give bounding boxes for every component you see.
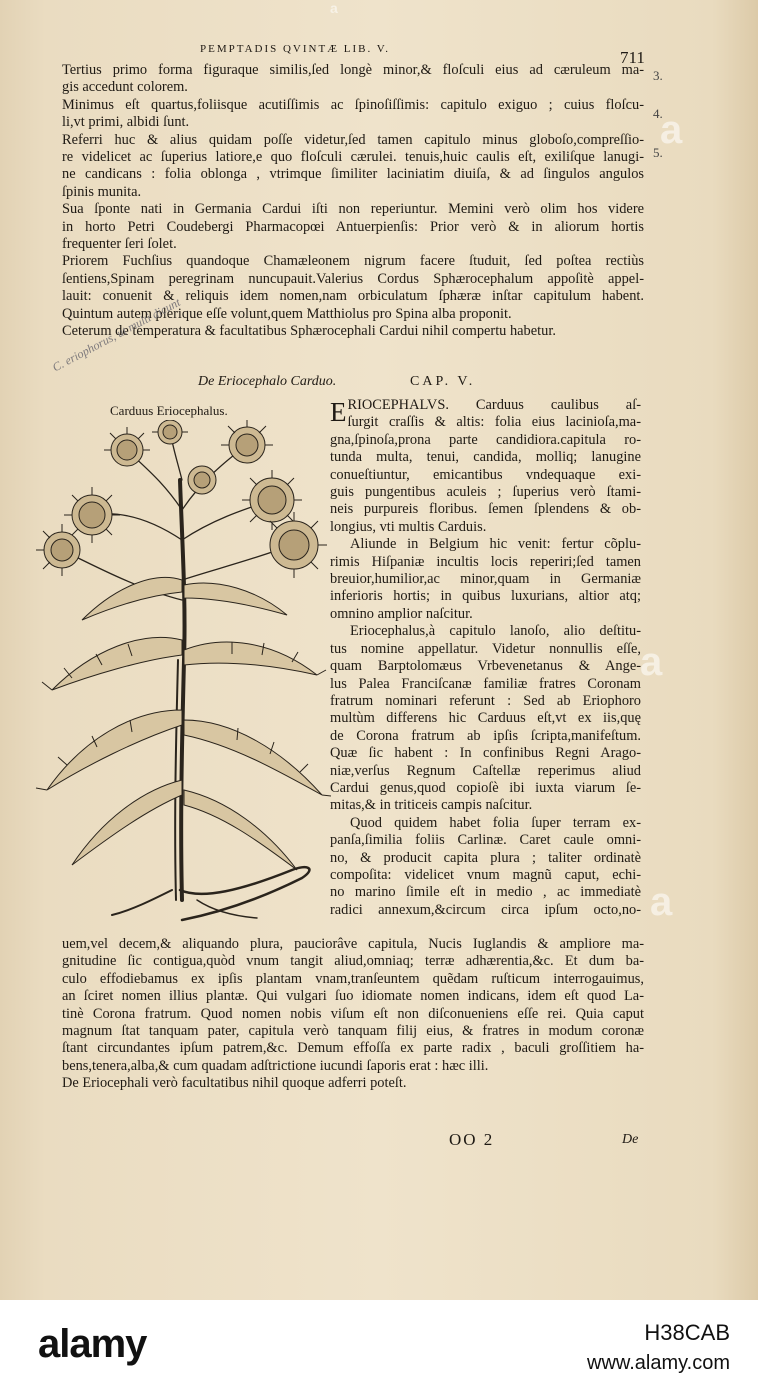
margin-number: 5. [653,145,663,160]
text-line: ſurgit craſſis & altis: folia eius lacinioſa,ma- [347,414,641,431]
text-line: culo effodiebamus ex ipſis plantam vnam,tranſeuntem quẽdam ruſticum interrogauimus, [62,970,644,987]
chapter-number: CAP. V. [410,374,476,389]
text-line: Cardui genus,quod copioſè ibi iuxta viarum ſe- [330,779,641,796]
text-line: lus Palea Franciſcanæ familiæ fratres Coronam [330,675,641,692]
text-line: ſtant circundantes ipſum patrem,&c. Demum effoſſa ex parte radix , baculi groſſitiem ha- [62,1040,644,1057]
thistle-woodcut-illustration [32,420,332,930]
text-line: frequenter ſeri ſolet. [62,236,177,253]
drop-cap: E [330,397,347,427]
bottom-text-block [62,936,644,1093]
text-line: gna,ſpinoſa,prona parte candidiora.capitula ro- [330,431,641,448]
text-line: inferioris hortis; in quibus luxurians, altior atq; [330,588,641,605]
text-line: ſentiens,Spinam peregrinam nuncupauit.Valerius Cordus Sphærocephalum appoſitè appel- [62,270,644,287]
text-line: lauit: conuenit & reliquis idem nomen,nam orbiculatum ſphæræ inſtar capitulum habent. [62,288,644,305]
text-line: De Eriocephali verò facultatibus nihil quoque adferri poteſt. [62,1075,407,1092]
text-line: Priorem Fuchſius quandoque Chamæleonem nigrum facere ſtuduit, ſed poſtea rectiùs [62,253,644,270]
text-line: ſpinis munita. [62,183,142,200]
text-line: Minimus eſt quartus,foliisque acutiſſimis ac ſpinoſiſſimis: capitulo exiguo ; cuius floſcu- [62,96,644,113]
text-line: niæ,verſus Regnum Caſtellæ reperimus aliud [330,762,641,779]
text-line: breuior,humilior,ac minor,quam in Germaniæ [330,571,641,588]
text-line: Aliunde in Belgium hic venit: fertur cõplu- [350,536,641,553]
text-line: neis purpureis floribus. ſemen ſplendens & ob- [330,501,641,518]
text-line: li,vt primi, albidi ſunt. [62,114,190,131]
text-line: in horto Petri Coudebergi Pharmacopœi Antuerpienſis: Prior verò & in aliorum hortis [62,218,644,235]
stock-url: www.alamy.com [587,1352,730,1374]
text-line: guis pungentibus aculeis ; ſuperius verò ſtami- [330,484,641,501]
text-line: ne candicans : folia oblonga , vtrimque ſimiliter laciniatim diuiſa, & ad ſingulos angulos [62,166,644,183]
watermark: a [650,880,674,924]
margin-number: 4. [653,106,663,121]
text-line: bens,tenera,alba,& cum quadam adſtrictione iucundi ſaporis erat : hæc illi. [62,1057,489,1074]
text-line: Quæ ſic habent : In confinibus Regni Arago- [330,745,641,762]
text-line: Tertius primo forma figuraque similis,ſed longè minor,& floſculi eius ad cæruleum ma- [62,62,644,78]
text-line: no marino ſimile eſt in medio , ac immediatè [330,884,641,901]
image-id: H38CAB [644,1320,730,1345]
right-column-text [330,397,641,919]
text-line: compoſita: videlicet vnum magnũ caput, echi- [330,866,641,883]
text-line: Sua ſponte nati in Germania Cardui iſti non reperiuntur. Memini verò olim hos videre [62,201,644,218]
text-line: Eriocephalus,à capitulo lanoſo, alio deſtitu- [350,623,641,640]
text-line: quam Barptolomæus Vrbevenetanus & Ange- [330,658,641,675]
catchword: De [622,1132,639,1147]
text-line: Referri huc & alius quidam poſſe videtur,ſed tamen capitulo minus globoſo,compreſſio- [62,131,644,148]
running-head: PEMPTADIS QVINTÆ LIB. V. [200,43,391,55]
stock-footer [0,1300,758,1390]
text-line: longius, vti multis Carduis. [330,518,487,535]
top-text-block [62,62,644,341]
text-line: RIOCEPHALVS. Carduus caulibus aſ- [347,397,641,413]
alamy-logo: alamy [38,1322,147,1366]
text-line: fratrum nominari referunt : Sed ab Eriophoro [330,692,641,709]
figure-caption: Carduus Eriocephalus. [110,403,228,418]
text-line: tunda multa, tenui, candida, molliq; lanugine [330,449,641,466]
page-number: 711 [620,48,645,67]
text-line: panſa,ſimilia foliis Carlinæ. Caret caule omni- [330,832,641,849]
text-line: no, & producit capita plura ; taliter ordinatè [330,849,641,866]
text-line: tus nomine appellatur. Videtur nonnullis eſſe, [330,640,641,657]
watermark: a [660,108,684,152]
text-line: an ſciret nomen illius plantæ. Qui vulgari ſuo idiomate nomen indicans, idem eſt quod La- [62,988,644,1005]
signature-mark: OO 2 [449,1130,495,1149]
watermark: a [640,640,664,684]
text-line: rimis Hiſpaniæ incultis locis reperiri;ſed tamen [330,553,641,570]
text-line: gis accedunt colorem. [62,79,188,96]
text-line: tinè Corona fratrum. Quod nomen nobis viſum eſt non diſconueniens eſſe rei. Quia caput [62,1005,644,1022]
watermark: a [330,0,339,16]
text-line: mitas,& in triticeis campis naſcitur. [330,797,533,814]
handwritten-annotation: C. eriophorus, ut multi dicunt [50,295,183,375]
text-line: de Corona fratrum ab ipſis ſcripta,manifeſtum. [330,727,641,744]
text-line: radici annexum,&circum circa ipſum octo,no- [330,901,641,918]
text-line: gnitudine ſic contigua,quòd vnum tangit aliud,omniaq; terræ adhærentia,&c. Et dum ba- [62,953,644,970]
text-line: Ceterum de temperatura & facultatibus Sphærocephali Cardui nihil compertu habetur. [62,323,556,340]
margin-number: 3. [653,68,663,83]
text-line: magnum ſtat tanquam pater, capitula verò tanquam filij eius, & fratres in modum coronæ [62,1023,644,1040]
text-line: re videlicet ac ſuperius latiore,e quo floſculi cærulei. tenuis,huic caulis eſt, exiliſque lanugi- [62,149,644,166]
text-line: conueſtiuntur, emicantibus vndequaque exi- [330,466,641,483]
chapter-title: De Eriocephalo Carduo. [198,374,337,389]
text-line: Quintum autem plerique eſſe volunt,quem Matthiolus pro Spina alba proponit. [62,305,512,322]
text-line: omnino amplior naſcitur. [330,605,473,622]
text-line: multùm differens hic Carduus eſt,vt ex iis,quę [330,710,641,727]
text-line: Quod quidem habet folia ſuper terram ex- [350,814,641,831]
text-line: uem,vel decem,& aliquando plura, pauciorâve capitula, Nucis Iuglandis & ampliore ma- [62,936,644,952]
